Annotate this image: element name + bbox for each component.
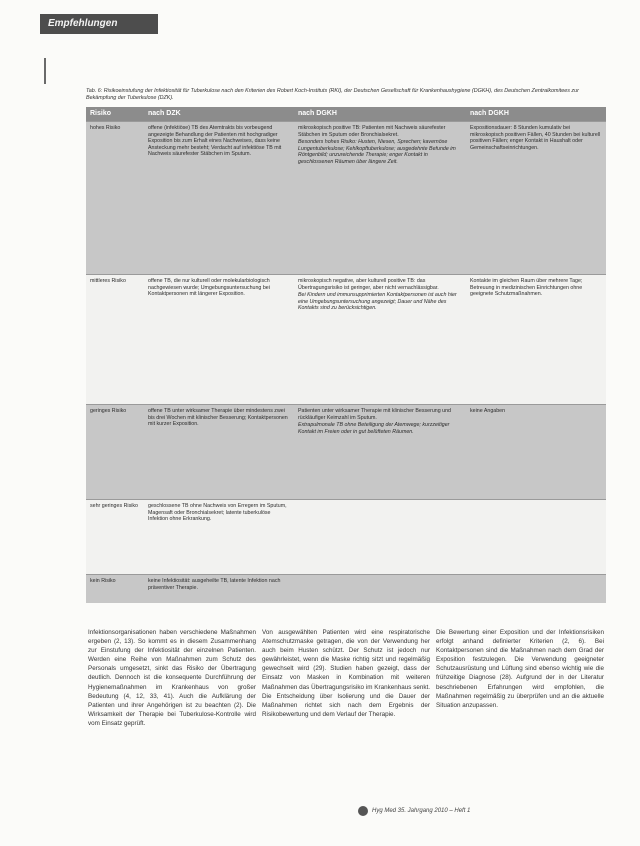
cell-dzk: geschlossene TB ohne Nachweis von Erregern im Sputum, Magensaft oder Bronchialsekret; latente tuberkulöse Infektion ohne Erkrankung. (144, 500, 294, 575)
col-header-dgkh-2: nach DGKH (466, 107, 606, 122)
cell-dgkh-note: Extrapulmonale TB ohne Beteiligung der Atemwege; kurzzeitiger Kontakt im Freien oder in gut belüfteten Räumen. (298, 422, 450, 435)
col-header-dzk: nach DZK (144, 107, 294, 122)
cell-dgkh-2: Expositionsdauer: 8 Stunden kumulativ bei mikroskopisch positiven Fällen, 40 Stunden bei kulturell positiven Fällen; enger Kontakt in Haushalt oder Gemeinschaftseinrichtungen. (466, 122, 606, 275)
cell-dgkh (294, 575, 466, 604)
cell-risk: kein Risiko (86, 575, 144, 604)
cell-dgkh-text: mikroskopisch negative, aber kulturell positive TB: das Übertragungsrisiko ist geringer, aber nicht vernachlässigbar. (298, 278, 439, 291)
section-tab: Empfehlungen (40, 14, 158, 34)
page-footer (358, 806, 470, 816)
cell-dzk: keine Infektiosität: ausgeheilte TB, latente Infektion nach präventiver Therapie. (144, 575, 294, 604)
margin-marker (44, 58, 46, 84)
body-paragraph: Infektionsorganisationen haben verschiedene Maßnahmen ergeben (2, 13). So kommt es in diesem Zusammenhang zur Einstufung der Infektiosität der einzelnen Patienten. Werden eine Reihe von Maßnahmen zum Schutz des Personals umgesetzt, sinkt das Risiko der Übertragung deutlich. Dennoch ist die konsequente Durchführung der Hygienemaßnahmen im Krankenhaus von großer Bedeutung (4, 12, 33, 41). Auch die Aufklärung der Patienten und ihrer Angehörigen ist zu beachten (2). Die Wirksamkeit der Therapie bei Tuberkulose-Kontrolle wird vom Einsatz geprüft. (88, 629, 256, 727)
body-column-1 (88, 628, 256, 728)
col-header-dgkh: nach DGKH (294, 107, 466, 122)
body-column-3 (436, 628, 604, 710)
table-row (86, 275, 606, 405)
risk-table (86, 107, 606, 603)
cell-dzk: offene TB, die nur kulturell oder molekularbiologisch nachgewiesen wurde; Umgebungsuntersuchung bei Kontaktpersonen mit längerer Exposition. (144, 275, 294, 405)
cell-risk: hohes Risiko (86, 122, 144, 275)
body-paragraph: Die Bewertung einer Exposition und der Infektionsrisiken erfolgt anhand definierter Kriterien (2, 6). Bei Kontaktpersonen sind die Maßnahmen nach dem Grad der Exposition festzulegen. Die Verwendung geeigneter Schutzausrüstung und Lüftung sind ebenso wichtig wie die frühzeitige Diagnose (28). Aufgrund der in der Literatur beschriebenen Erfahrungen wird empfohlen, die Maßnahmen regelmäßig zu überprüfen und an die aktuelle Situation anzupassen. (436, 629, 604, 709)
col-header-risk: Risiko (86, 107, 144, 122)
table-row (86, 122, 606, 275)
cell-risk: sehr geringes Risiko (86, 500, 144, 575)
cell-dgkh (294, 500, 466, 575)
table-row (86, 575, 606, 604)
table-caption: Tab. 6: Risikoeinstufung der Infektiosität für Tuberkulose nach den Kriterien des Robert Koch-Instituts (RKI), der Deutschen Gesellschaft für Krankenhaushygiene (DGKH), des Deutschen Zentralkomitees zur Bekämpfung der Tuberkulose (DZK). (86, 88, 579, 102)
cell-dgkh-note: Besonders hohes Risiko: Husten, Niesen, Sprechen; kavernöse Lungentuberkulose; Kehlkopftuberkulose; ausgedehnte Befunde im Röntgenbild; unzureichende Therapie; enger Kontakt in geschlossenen Räumen über längere Zeit. (298, 139, 456, 165)
cell-dgkh-text: mikroskopisch positive TB: Patienten mit Nachweis säurefester Stäbchen im Sputum oder Bronchialsekret. (298, 125, 446, 138)
cell-dgkh (294, 405, 466, 500)
table-row (86, 500, 606, 575)
cell-dgkh-text: Patienten unter wirksamer Therapie mit klinischer Besserung und rückläufiger Keimzahl im Sputum. (298, 408, 451, 421)
cell-dgkh-2 (466, 575, 606, 604)
table-header-row (86, 107, 606, 122)
cell-risk: mittleres Risiko (86, 275, 144, 405)
journal-logo-icon (358, 806, 368, 816)
cell-dgkh-2: keine Angaben (466, 405, 606, 500)
cell-dzk: offene TB unter wirksamer Therapie über mindestens zwei bis drei Wochen mit klinischer Besserung; Kontaktpersonen mit kurzer Exposition. (144, 405, 294, 500)
cell-dzk: offene (infektiöse) TB des Atemtrakts bis vorbeugend angezeigte Behandlung der Patienten mit hochgradiger Exposition bis zum Erhalt eines Nachweises, dass keine Ansteckung mehr besteht; Verdacht auf infektiöse TB mit Nachweis säurefester Stäbchen im Sputum. (144, 122, 294, 275)
cell-dgkh (294, 275, 466, 405)
cell-dgkh (294, 122, 466, 275)
table-row (86, 405, 606, 500)
body-column-2 (262, 628, 430, 719)
cell-risk: geringes Risiko (86, 405, 144, 500)
cell-dgkh-2: Kontakte im gleichen Raum über mehrere Tage; Betreuung in medizinischen Einrichtungen ohne geeignete Schutzmaßnahmen. (466, 275, 606, 405)
journal-reference: Hyg Med 35. Jahrgang 2010 – Heft 1 (372, 808, 471, 814)
body-paragraph: Von ausgewählten Patienten wird eine respiratorische Atemschutzmaske getragen, die von der Verwendung her auch beim Husten schützt. Der Schutz ist jedoch nur gewährleistet, wenn die Maske richtig sitzt und regelmäßig gewechselt wird (29). Studien haben gezeigt, dass der Einsatz von Masken in Kombination mit weiteren Maßnahmen das Übertragungsrisiko im Krankenhaus senkt. Die Entscheidung über Isolierung und die Dauer der Maßnahmen richtet sich nach dem Ergebnis der Risikobewertung und dem Verlauf der Therapie. (262, 629, 430, 718)
cell-dgkh-note: Bei Kindern und immunsupprimierten Kontaktpersonen ist auch hier eine Umgebungsuntersuchung angezeigt; Dauer und Nähe des Kontakts sind zu berücksichtigen. (298, 292, 457, 312)
cell-dgkh-2 (466, 500, 606, 575)
